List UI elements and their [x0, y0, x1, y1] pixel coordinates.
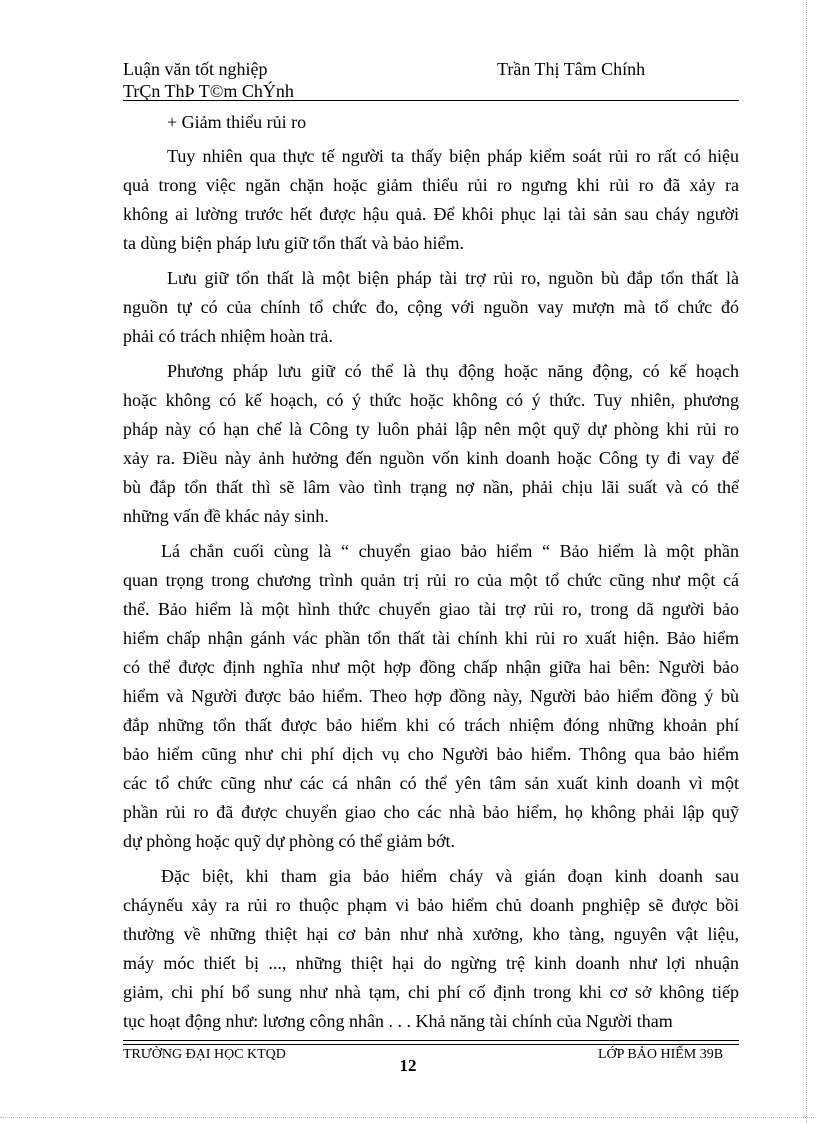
paragraph-line: pháp này có hạn chế là Công ty luôn phải lập nên một quỹ dự phòng khi rủi ro	[123, 419, 739, 439]
footer-rule-top	[123, 1040, 739, 1041]
paragraph-line: giảm, chi phí bổ sung như nhà tạm, chi phí cố định trong khi cơ sở không tiếp	[123, 982, 739, 1002]
paragraph-line: cháynếu xảy ra rủi ro thuộc phạm vi bảo hiểm chủ doanh pnghiệp sẽ được bồi	[123, 895, 739, 915]
paragraph-line: ta dùng biện pháp lưu giữ tổn thất và bảo hiểm.	[123, 233, 464, 253]
paragraph-line: không ai lường trước hết được hậu quả. Để khôi phục lại tài sản sau cháy người	[123, 204, 739, 224]
paragraph-1	[123, 142, 739, 258]
paragraph-line: Tuy nhiên qua thực tế người ta thấy biện pháp kiểm soát rủi ro rất có hiệu	[167, 146, 739, 166]
body-text	[123, 108, 739, 1036]
header-thesis-label: Luận văn tốt nghiệp	[123, 59, 268, 79]
paragraph-line: có thể được định nghĩa như một hợp đồng chấp nhận giữa hai bên: Người bảo	[123, 657, 739, 677]
paragraph-line: quả trong việc ngăn chặn hoặc giảm thiểu rủi ro ngưng khi rủi ro đã xảy ra	[123, 175, 739, 195]
paragraph-line: Đặc biệt, khi tham gia bảo hiểm cháy và gián đoạn kinh doanh sau	[161, 866, 739, 886]
paragraph-line: máy móc thiết bị ..., những thiệt hại do ngừng trệ kinh doanh như lợi nhuận	[123, 953, 739, 973]
paragraph-line: hoặc không có kế hoạch, có ý thức hoặc không có ý thức. Tuy nhiên, phương	[123, 390, 739, 410]
footer-class: LỚP BẢO HIỂM 39B	[598, 1047, 724, 1062]
page-edge-right	[806, 0, 807, 1123]
paragraph-line: phần rủi ro đã được chuyển giao cho các nhà bảo hiểm, họ không phải lập quỹ	[123, 802, 739, 822]
paragraph-line: thường về những thiệt hại cơ bản như nhà xưởng, kho tàng, nguyên vật liệu,	[123, 924, 739, 944]
paragraph-line: hiểm và Người được bảo hiểm. Theo hợp đồng này, Người bảo hiểm đồng ý bù	[123, 686, 739, 706]
paragraph-line: Lá chắn cuối cùng là “ chuyển giao bảo hiểm “ Bảo hiểm là một phần	[161, 541, 739, 561]
footer-university: TRƯỜNG ĐẠI HỌC KTQD	[123, 1047, 286, 1062]
header-rule	[123, 100, 739, 101]
paragraph-4	[123, 537, 739, 856]
paragraph-line: tục hoạt động như: lương công nhân . . . Khả năng tài chính của Người tham	[123, 1011, 673, 1031]
paragraph-line: thể. Bảo hiểm là một hình thức chuyển giao tài trợ rủi ro, trong dã người bảo	[123, 599, 739, 619]
paragraph-5	[123, 862, 739, 1036]
paragraph-line: Lưu giữ tổn thất là một biện pháp tài trợ rủi ro, nguồn bù đắp tổn thất là	[167, 268, 739, 288]
paragraph-line: bảo hiểm cũng như chi phí dịch vụ cho Người bảo hiểm. Thông qua bảo hiểm	[123, 744, 739, 764]
header-author: Trần Thị Tâm Chính	[497, 59, 646, 79]
header-author-garbled: TrÇn ThÞ T©m ChÝnh	[123, 81, 294, 101]
paragraph-line: quan trọng trong chương trình quản trị rủi ro của một tổ chức cũng như một cá	[123, 570, 739, 590]
paragraph-line: nguồn tự có của chính tổ chức đo, cộng với nguồn vay mượn mà tổ chức đó	[123, 297, 739, 317]
paragraph-line: những vấn đề khác nảy sinh.	[123, 506, 329, 526]
paragraph-3	[123, 357, 739, 531]
paragraph-line: hiểm chấp nhận gánh vác phần tổn thất tài chính khi rủi ro xuất hiện. Bảo hiểm	[123, 628, 739, 648]
paragraph-line: đắp những tổn thất được bảo hiểm khi có trách nhiệm đóng những khoản phí	[123, 715, 739, 735]
page-edge-bottom	[0, 1117, 816, 1118]
section-heading: + Giảm thiểu rủi ro	[167, 112, 307, 132]
paragraph-line: xảy ra. Điều này ảnh hưởng đến nguồn vốn kinh doanh hoặc Công ty đi vay để	[123, 448, 739, 468]
paragraph-line: phải có trách nhiệm hoàn trả.	[123, 326, 333, 346]
paragraph-line: Phương pháp lưu giữ có thể là thụ động hoặc năng động, có kế hoạch	[167, 361, 739, 381]
footer-rule-bottom	[123, 1044, 739, 1045]
paragraph-line: dự phòng hoặc quỹ dự phòng có thể giảm bớt.	[123, 831, 455, 851]
page-number: 12	[399, 1056, 417, 1075]
paragraph-line: các tổ chức cũng như các cá nhân có thể yên tâm sản xuất kinh doanh vì một	[123, 773, 739, 793]
paragraph-line: bù đắp tổn thất thì sẽ lâm vào tình trạng nợ nần, phải chịu lãi suất và có thể	[123, 477, 739, 497]
paragraph-2	[123, 264, 739, 351]
